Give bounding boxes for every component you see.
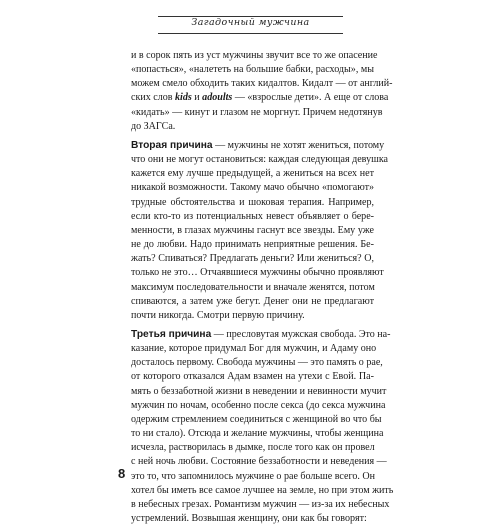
text-line	[131, 252, 374, 266]
text-line	[131, 266, 384, 280]
text-line	[131, 512, 374, 526]
text-line	[131, 455, 387, 469]
text-line	[131, 153, 389, 167]
text-segment: не до любви. Надо принимать неприятные решения. Бе-	[131, 239, 374, 251]
text-segment: это то, что запомнилось мужчине о рае больше всего. Он	[131, 470, 375, 482]
header-title: Загадочный мужчина	[191, 17, 310, 28]
text-segment: одержим стремлением соединиться с женщиной во что бы	[131, 413, 382, 425]
text-segment: и	[191, 92, 203, 104]
text-segment: досталось первому. Свобода мужчины — это память о рае,	[131, 357, 383, 369]
text-segment: «попасться», «налететь на большие бабки, расходы», мы	[131, 64, 374, 76]
text-line	[131, 63, 374, 77]
emphasized-term: adoults	[202, 92, 233, 104]
text-segment: мужчин по ночам, особенно после секса (до секса мужчина	[131, 399, 386, 411]
text-segment: — мужчины не хотят жениться, потому	[212, 139, 385, 151]
text-line	[131, 181, 374, 195]
text-line	[131, 139, 385, 153]
text-segment: то ни стало). Отсюда и желание мужчины, чтобы женщина	[131, 428, 384, 440]
text-line	[131, 224, 374, 238]
text-line	[131, 210, 374, 224]
text-line	[131, 385, 387, 399]
text-line	[131, 309, 374, 323]
text-line	[131, 399, 386, 413]
text-segment: хотел бы иметь все самое лучшее на земле, но при этом жить	[131, 484, 394, 496]
text-segment: исчезла, растворилась в дымке, после того как он провел	[131, 442, 375, 454]
page-number: 8	[118, 466, 126, 481]
text-line	[131, 470, 374, 484]
text-segment: менности, в глазах мужчины гаснут все звезды. Ему уже	[131, 224, 374, 236]
text-line	[131, 370, 374, 384]
text-segment: с ней ночь любви. Состояние беззаботности и неведения —	[131, 456, 387, 468]
text-line	[131, 281, 374, 295]
paragraph	[131, 328, 394, 526]
emphasized-term: kids	[175, 92, 192, 104]
text-segment: если кто-то из потенциальных невест объявляет о бере-	[131, 210, 374, 222]
text-segment: можем смело обходить таких кидалтов. Кидалт — от англий-	[131, 78, 393, 90]
text-line	[131, 413, 382, 427]
text-segment: в небесных грезах. Романтизм мужчин — из-за их небесных	[131, 498, 390, 510]
paragraph-lead-bold: Третья причина	[131, 328, 212, 340]
text-line	[131, 120, 374, 134]
text-line	[131, 238, 374, 252]
text-segment: до ЗАГСа.	[131, 120, 176, 132]
text-segment: что они не могут остановиться: каждая следующая девушка	[131, 154, 389, 166]
paragraph	[131, 139, 389, 323]
text-segment: максимум последовательности и вначале женятся, потом	[131, 281, 375, 293]
text-segment: от которого отказался Адам взамен на утехи с Евой. Па-	[131, 371, 374, 383]
text-segment: «кидать» — кинут и глазом не моргнут. Причем недотянув	[131, 106, 383, 118]
text-line	[131, 484, 394, 498]
text-line	[131, 196, 374, 210]
text-segment: только не это… Отчаявшиеся мужчины обычно проявляют	[131, 267, 384, 279]
text-segment: ских слов	[131, 92, 176, 104]
text-segment: трудные обстоятельства и шоковая терапия. Например,	[131, 196, 374, 208]
text-line	[131, 441, 374, 455]
text-line	[131, 49, 378, 63]
text-line	[131, 167, 374, 181]
text-segment: и в сорок пять из уст мужчины звучит все то же опасение	[131, 50, 378, 61]
text-segment: мять о беззаботной жизни в неведении и невинности мучит	[131, 385, 387, 397]
text-line	[131, 295, 374, 309]
text-segment: почти никогда. Смотри первую причину.	[131, 309, 305, 321]
text-line	[131, 328, 391, 342]
text-segment: никакой возможности. Такому мачо обычно «помогают»	[131, 182, 374, 194]
text-line	[131, 91, 389, 105]
paragraph-lead-bold: Вторая причина	[131, 139, 213, 151]
text-segment: жать? Спиваться? Предлагать деньги? Или жениться? О,	[131, 253, 374, 265]
header-rule-bottom	[158, 33, 343, 34]
text-segment: — пресловутая мужская свобода. Это на-	[211, 328, 391, 340]
running-header	[158, 14, 343, 34]
text-line	[131, 77, 393, 91]
text-line	[131, 106, 383, 120]
text-segment: кажется ему лучше предыдущей, а жениться на всех нет	[131, 168, 374, 180]
text-segment: устремлений. Возвышая женщину, они как бы говорят:	[131, 513, 367, 524]
text-segment: казание, которое придумал Бог для мужчин, и Адаму оно	[131, 343, 377, 355]
text-segment: — «взрослые дети». А еще от слова	[232, 92, 389, 104]
body-text	[131, 49, 394, 526]
text-line	[131, 342, 377, 356]
text-segment: спиваются, а затем уже бегут. Денег они не предлагают	[131, 295, 374, 307]
paragraph	[131, 49, 393, 134]
text-line	[131, 427, 384, 441]
text-line	[131, 356, 383, 370]
